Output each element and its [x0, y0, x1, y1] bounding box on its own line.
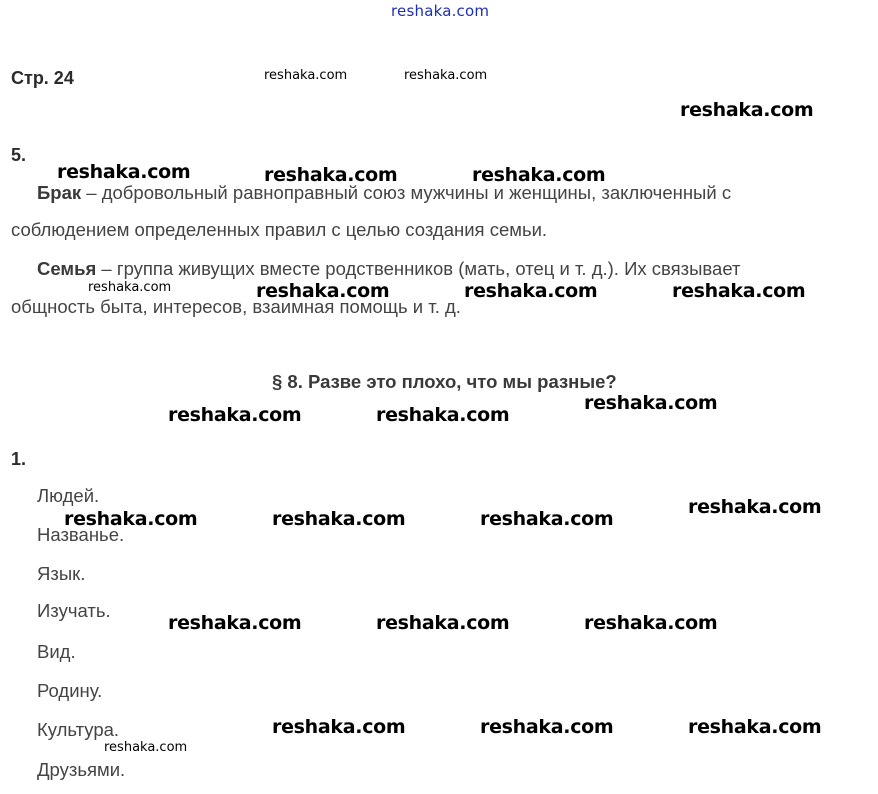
watermark: reshaka.com — [680, 99, 814, 121]
task-1-number: 1. — [11, 449, 27, 469]
site-link[interactable]: reshaka.com — [391, 2, 490, 20]
watermark: reshaka.com — [272, 716, 406, 738]
term-family: Семья — [37, 258, 97, 279]
watermark: reshaka.com — [480, 716, 614, 738]
term-marriage: Брак — [37, 182, 82, 203]
answer-word: Людей. — [37, 485, 100, 506]
answer-word: Вид. — [37, 641, 76, 662]
watermark: reshaka.com — [688, 496, 822, 518]
watermark: reshaka.com — [480, 508, 614, 530]
watermark: reshaka.com — [64, 508, 198, 530]
watermark: reshaka.com — [376, 612, 510, 634]
watermark: reshaka.com — [256, 280, 390, 302]
watermark: reshaka.com — [376, 404, 510, 426]
watermark: reshaka.com — [404, 68, 488, 83]
watermark: reshaka.com — [57, 161, 191, 183]
watermark: reshaka.com — [168, 612, 302, 634]
watermark: reshaka.com — [672, 280, 806, 302]
page-number: Стр. 24 — [11, 68, 74, 88]
answer-word: Культура. — [37, 719, 120, 740]
watermark: reshaka.com — [464, 280, 598, 302]
watermark: reshaka.com — [584, 392, 718, 414]
watermark: reshaka.com — [168, 404, 302, 426]
answer-word: Изучать. — [37, 600, 111, 621]
watermark: reshaka.com — [584, 612, 718, 634]
definition-marriage-text: – добровольный равноправный союз мужчины и женщины, заключенный с — [81, 182, 732, 203]
answer-word: Язык. — [37, 563, 86, 584]
watermark: reshaka.com — [272, 508, 406, 530]
answer-word: Друзьями. — [37, 759, 126, 780]
watermark: reshaka.com — [264, 68, 348, 83]
watermark: reshaka.com — [104, 740, 188, 755]
task-5-number: 5. — [11, 145, 27, 165]
definition-family-line2: общность быта, интересов, взаимная помощь и т. д. — [11, 296, 461, 317]
watermark: reshaka.com — [88, 280, 172, 295]
answer-word: Названье. — [37, 524, 125, 545]
watermark: reshaka.com — [264, 164, 398, 186]
section-title: § 8. Разве это плохо, что мы разные? — [272, 371, 617, 392]
definition-family-text: – группа живущих вместе родственников (мать, отец и т. д.). Их связывает — [96, 258, 741, 279]
watermark: reshaka.com — [472, 164, 606, 186]
watermark: reshaka.com — [688, 716, 822, 738]
definition-marriage-line2: соблюдением определенных правил с целью создания семьи. — [11, 219, 548, 240]
answer-word: Родину. — [37, 680, 103, 701]
